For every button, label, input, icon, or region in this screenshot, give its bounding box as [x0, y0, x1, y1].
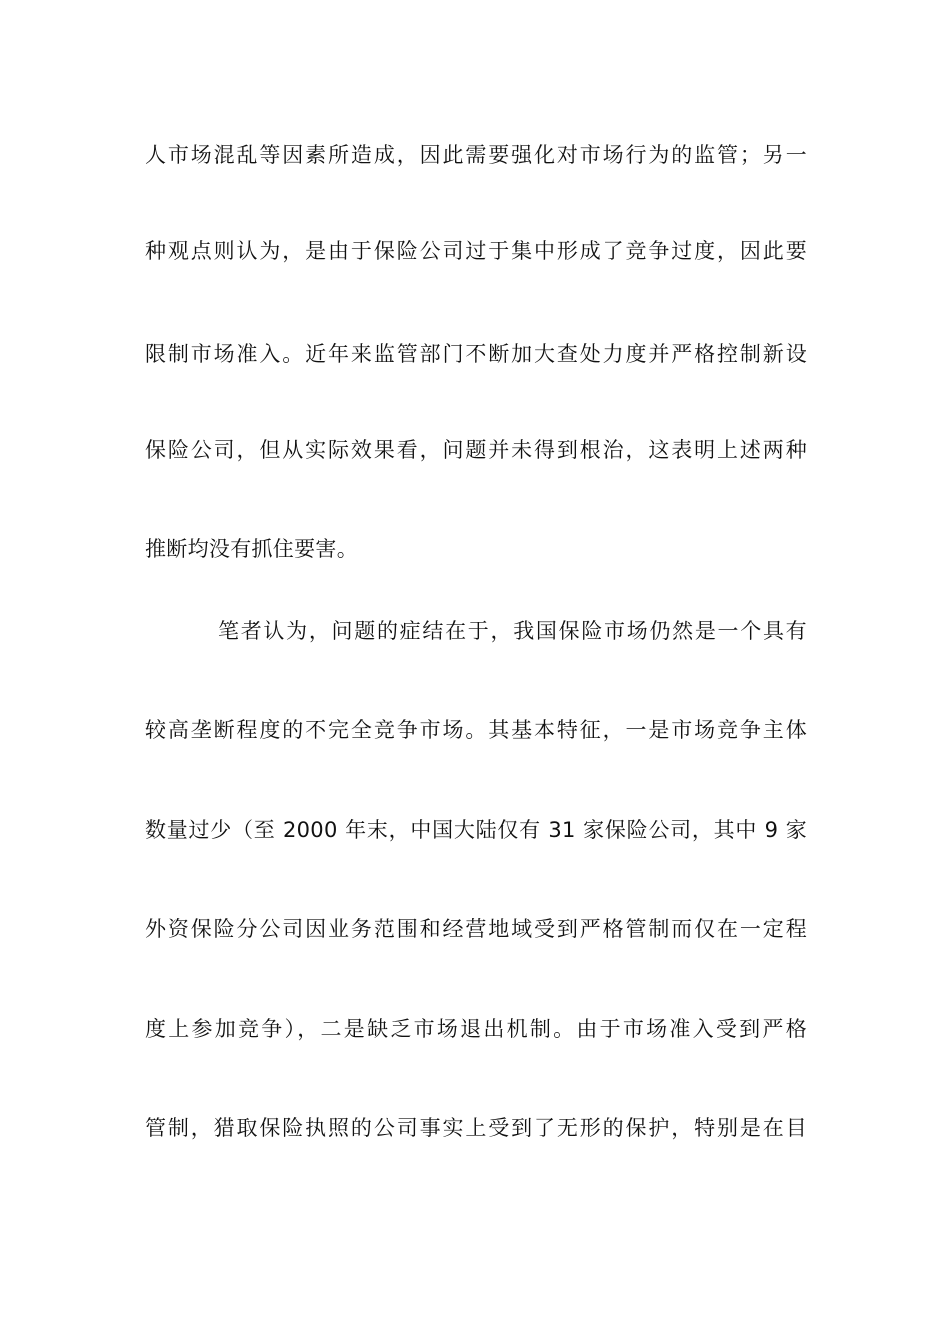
text-line-1: 人市场混乱等因素所造成，因此需要强化对市场行为的监管；另一: [145, 143, 807, 167]
text-line-7: 较高垄断程度的不完全竞争市场。其基本特征，一是市场竞争主体: [145, 718, 807, 742]
text-line-4: 保险公司，但从实际效果看，问题并未得到根治，这表明上述两种: [145, 438, 807, 462]
text-line-5: 推断均没有抓住要害。: [145, 537, 358, 561]
text-line-3: 限制市场准入。近年来监管部门不断加大查处力度并严格控制新设: [145, 342, 807, 366]
text-line-10: 度上参加竞争），二是缺乏市场退出机制。由于市场准入受到严格: [145, 1017, 807, 1041]
text-line-2: 种观点则认为，是由于保险公司过于集中形成了竞争过度，因此要: [145, 239, 807, 263]
text-line-8: 数量过少（至 2000 年末，中国大陆仅有 31 家保险公司，其中 9 家: [145, 818, 807, 842]
text-line-11: 管制，猎取保险执照的公司事实上受到了无形的保护，特别是在目: [145, 1116, 807, 1140]
text-line-9: 外资保险分公司因业务范围和经营地域受到严格管制而仅在一定程: [145, 917, 807, 941]
paragraph-start-line: 笔者认为，问题的症结在于，我国保险市场仍然是一个具有: [218, 619, 807, 643]
